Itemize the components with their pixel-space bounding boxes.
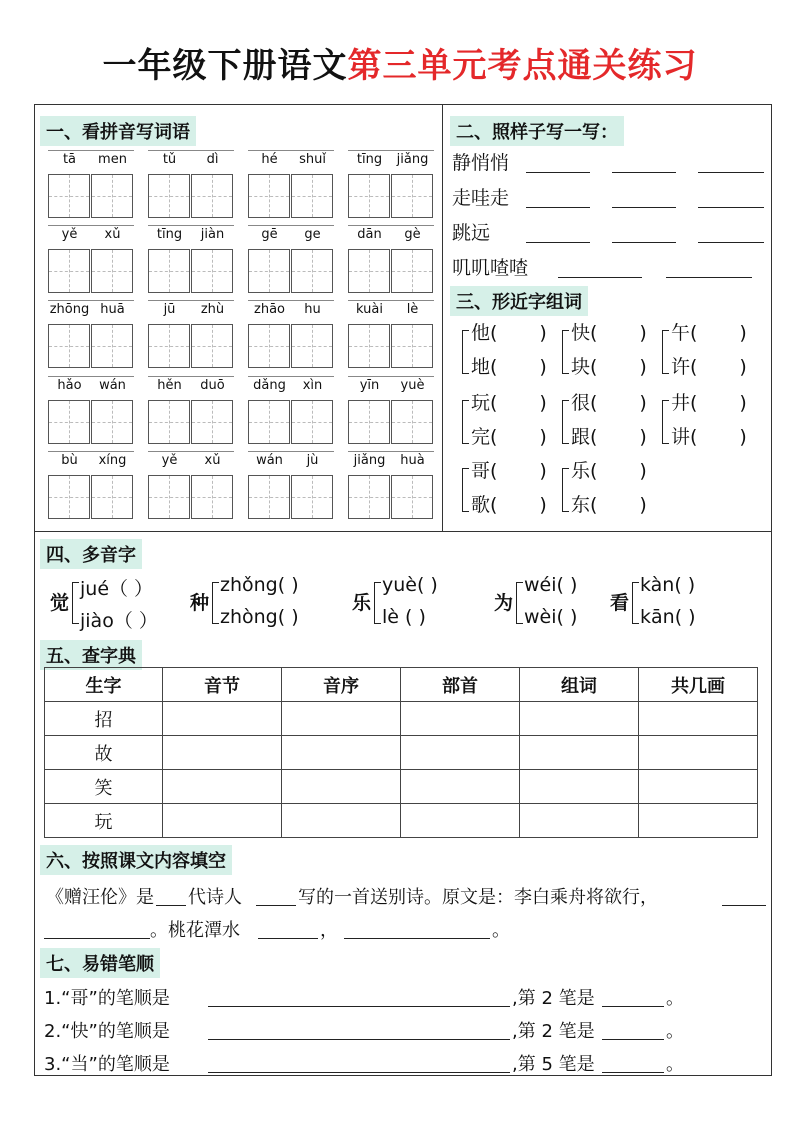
- pinyin-syllable: bù: [61, 453, 78, 468]
- pair-char: 他(: [471, 322, 498, 344]
- pinyin-cell: [148, 300, 234, 368]
- pair-char: 乐(: [571, 460, 598, 482]
- column-header: 部首: [400, 668, 519, 702]
- blank-line[interactable]: [258, 938, 318, 939]
- answer-line[interactable]: [698, 207, 764, 208]
- pinyin-syllable: gè: [404, 227, 421, 242]
- pinyin-syllable: yīn: [359, 378, 380, 393]
- section-5-heading: 五、查字典: [40, 640, 142, 670]
- pinyin-cell: [48, 300, 134, 368]
- writing-box[interactable]: [91, 174, 133, 218]
- writing-box[interactable]: [191, 324, 233, 368]
- paren: ): [639, 426, 647, 448]
- example-row-4: 叽叽喳喳: [452, 257, 529, 279]
- column-header: 共几画: [638, 668, 757, 702]
- writing-box[interactable]: [148, 475, 190, 519]
- reading-2[interactable]: zhòng( ): [220, 606, 299, 628]
- answer-line[interactable]: [666, 277, 752, 278]
- polyphone-char: 乐: [352, 592, 372, 614]
- char-cell: 玩: [45, 804, 163, 838]
- pinyin-syllable: hé: [261, 152, 278, 167]
- pinyin-syllable: shuǐ: [299, 152, 326, 167]
- blank-stroke-order[interactable]: [208, 1072, 510, 1073]
- column-header: 音序: [281, 668, 400, 702]
- answer-cell[interactable]: [281, 736, 400, 770]
- writing-box[interactable]: [348, 249, 390, 293]
- pair-char: 很(: [571, 392, 598, 414]
- paren: ): [739, 392, 747, 414]
- bracket: [72, 582, 79, 624]
- pinyin-cell: [48, 225, 134, 293]
- paren: ): [739, 356, 747, 378]
- writing-box[interactable]: [348, 324, 390, 368]
- writing-box[interactable]: [391, 400, 433, 444]
- stroke-question-b: ,第 5 笔是: [512, 1054, 595, 1075]
- pinyin-syllable: jiǎng: [396, 152, 429, 167]
- pair-char: 许(: [671, 356, 698, 378]
- writing-box[interactable]: [91, 249, 133, 293]
- answer-cell[interactable]: [163, 736, 282, 770]
- writing-box[interactable]: [348, 400, 390, 444]
- writing-box[interactable]: [291, 324, 333, 368]
- polyphone-char: 觉: [50, 592, 70, 614]
- example-row-1: 静悄悄: [452, 152, 510, 174]
- writing-box[interactable]: [348, 174, 390, 218]
- blank-dynasty[interactable]: [156, 905, 186, 906]
- answer-cell[interactable]: [638, 702, 757, 736]
- answer-line[interactable]: [698, 172, 764, 173]
- char-cell: 故: [45, 736, 163, 770]
- pinyin-cell: [248, 376, 334, 444]
- writing-box[interactable]: [91, 475, 133, 519]
- reading-1[interactable]: yuè( ): [382, 574, 438, 596]
- paren: ): [739, 426, 747, 448]
- writing-box[interactable]: [148, 400, 190, 444]
- writing-box[interactable]: [291, 400, 333, 444]
- pinyin-syllable: xíng: [98, 453, 127, 468]
- writing-box[interactable]: [248, 324, 290, 368]
- answer-cell[interactable]: [281, 770, 400, 804]
- answer-line[interactable]: [526, 207, 590, 208]
- pinyin-syllable: jù: [306, 453, 319, 468]
- pinyin-syllable: tīng: [156, 227, 183, 242]
- pinyin-syllable: yě: [61, 227, 78, 242]
- pinyin-syllable: ge: [304, 227, 321, 242]
- pinyin-cell: [248, 150, 334, 218]
- answer-line[interactable]: [698, 242, 764, 243]
- section-6-heading: 六、按照课文内容填空: [40, 845, 232, 875]
- poem-line-2c: 。: [492, 920, 510, 941]
- writing-box[interactable]: [248, 249, 290, 293]
- writing-box[interactable]: [248, 174, 290, 218]
- bracket: [662, 330, 669, 374]
- pinyin-cell: [248, 451, 334, 519]
- writing-box[interactable]: [191, 400, 233, 444]
- char-pair: [562, 388, 662, 458]
- pinyin-syllable: gē: [261, 227, 278, 242]
- pair-char: 午(: [671, 322, 698, 344]
- pinyin-syllable: jū: [163, 302, 176, 317]
- pair-char: 完(: [471, 426, 498, 448]
- reading-1[interactable]: kàn( ): [640, 574, 696, 596]
- pinyin-syllable: wán: [256, 453, 283, 468]
- section-2-heading: 二、照样子写一写：: [450, 116, 624, 146]
- answer-line[interactable]: [526, 242, 590, 243]
- blank-poet[interactable]: [256, 905, 296, 906]
- pinyin-syllable: yě: [161, 453, 178, 468]
- pinyin-cell: [148, 225, 234, 293]
- writing-box[interactable]: [248, 400, 290, 444]
- period: 。: [666, 1054, 684, 1075]
- pair-char: 地(: [471, 356, 498, 378]
- pinyin-syllable: kuài: [356, 302, 383, 317]
- writing-box[interactable]: [148, 324, 190, 368]
- writing-box[interactable]: [291, 174, 333, 218]
- title-part1: 一年级下册语文: [102, 46, 348, 86]
- reading-2[interactable]: lè ( ): [382, 606, 426, 628]
- pinyin-cell: [348, 150, 434, 218]
- paren: ): [639, 460, 647, 482]
- pinyin-syllable: tā: [62, 152, 77, 167]
- pinyin-syllable: lè: [406, 302, 419, 317]
- bracket: [632, 582, 639, 624]
- writing-box[interactable]: [391, 249, 433, 293]
- pinyin-cell: [148, 150, 234, 218]
- pinyin-syllable: zhōng: [49, 302, 90, 317]
- pinyin-cell: [48, 451, 134, 519]
- polyphone-char: 看: [610, 592, 630, 614]
- blank-line[interactable]: [44, 938, 150, 939]
- pinyin-syllable: wán: [99, 378, 126, 393]
- char-pair: [462, 318, 562, 388]
- stroke-question: 3.“当”的笔顺是: [44, 1054, 170, 1075]
- writing-box[interactable]: [148, 249, 190, 293]
- example-row-3: 跳远: [452, 222, 491, 244]
- answer-cell[interactable]: [519, 702, 638, 736]
- blank-line[interactable]: [722, 905, 766, 906]
- writing-box[interactable]: [91, 400, 133, 444]
- title-part2: 第三单元考点通关练习: [347, 46, 698, 86]
- period: 。: [666, 988, 684, 1009]
- answer-cell[interactable]: [519, 804, 638, 838]
- pinyin-syllable: huā: [100, 302, 125, 317]
- answer-cell[interactable]: [163, 804, 282, 838]
- bracket: [516, 582, 523, 624]
- poem-line-2a: 。桃花潭水: [150, 920, 240, 941]
- writing-box[interactable]: [148, 174, 190, 218]
- pinyin-syllable: jiàn: [200, 227, 225, 242]
- pinyin-syllable: dì: [206, 152, 219, 167]
- reading-2[interactable]: kān( ): [640, 606, 696, 628]
- pinyin-syllable: tǔ: [162, 152, 177, 167]
- section-3-heading: 三、形近字组词: [450, 286, 588, 316]
- answer-cell[interactable]: [281, 804, 400, 838]
- table-row: [45, 770, 758, 804]
- answer-cell[interactable]: [400, 702, 519, 736]
- char-pair: [462, 388, 562, 458]
- pinyin-syllable: duō: [200, 378, 225, 393]
- period: 。: [666, 1021, 684, 1042]
- paren: ): [539, 460, 547, 482]
- pinyin-syllable: hu: [304, 302, 321, 317]
- pinyin-syllable: xǔ: [204, 453, 221, 468]
- pinyin-syllable: men: [98, 152, 127, 167]
- answer-line[interactable]: [526, 172, 590, 173]
- reading-1[interactable]: wéi( ): [524, 574, 578, 596]
- pinyin-syllable: zhāo: [254, 302, 285, 317]
- pinyin-syllable: hǎo: [57, 378, 82, 393]
- poem-line-1c: 写的一首送别诗。原文是：李白乘舟将欲行，: [298, 887, 658, 908]
- answer-cell[interactable]: [163, 770, 282, 804]
- divider-horizontal: [34, 531, 772, 532]
- stroke-question: 2.“快”的笔顺是: [44, 1021, 170, 1042]
- example-row-2: 走哇走: [452, 187, 510, 209]
- pinyin-cell: [248, 225, 334, 293]
- paren: ): [639, 356, 647, 378]
- char-pair: [662, 388, 762, 458]
- pinyin-syllable: tīng: [356, 152, 383, 167]
- writing-box[interactable]: [391, 324, 433, 368]
- pair-char: 快(: [571, 322, 598, 344]
- column-header: 组词: [519, 668, 638, 702]
- polyphone-char: 种: [190, 592, 210, 614]
- answer-cell[interactable]: [638, 736, 757, 770]
- answer-cell[interactable]: [281, 702, 400, 736]
- paren: ): [639, 392, 647, 414]
- answer-cell[interactable]: [400, 770, 519, 804]
- writing-box[interactable]: [48, 400, 90, 444]
- blank-line[interactable]: [344, 938, 490, 939]
- writing-box[interactable]: [91, 324, 133, 368]
- blank-stroke-order[interactable]: [208, 1039, 510, 1040]
- pinyin-syllable: dān: [357, 227, 382, 242]
- column-header: 音节: [163, 668, 282, 702]
- pinyin-cell: [348, 376, 434, 444]
- answer-cell[interactable]: [638, 804, 757, 838]
- writing-box[interactable]: [48, 249, 90, 293]
- pinyin-cell: [248, 300, 334, 368]
- section-1-heading: 一、看拼音写词语: [40, 116, 196, 146]
- paren: ): [539, 494, 547, 516]
- answer-line[interactable]: [558, 277, 642, 278]
- answer-cell[interactable]: [163, 702, 282, 736]
- paren: ): [739, 322, 747, 344]
- pinyin-syllable: hěn: [157, 378, 182, 393]
- reading-2[interactable]: jiào（ ）: [80, 610, 158, 632]
- poem-line-1b: 代诗人: [188, 887, 242, 908]
- pair-char: 井(: [671, 392, 698, 414]
- char-pair: [662, 318, 762, 388]
- pair-char: 玩(: [471, 392, 498, 414]
- bracket: [562, 400, 569, 444]
- bracket: [662, 400, 669, 444]
- pinyin-cell: [48, 376, 134, 444]
- char-cell: 招: [45, 702, 163, 736]
- dictionary-table: [44, 667, 758, 838]
- bracket: [462, 400, 469, 444]
- paren: ): [639, 322, 647, 344]
- answer-cell[interactable]: [400, 804, 519, 838]
- bracket: [462, 330, 469, 374]
- answer-line[interactable]: [612, 242, 676, 243]
- paren: ): [539, 356, 547, 378]
- writing-box[interactable]: [191, 249, 233, 293]
- pair-char: 哥(: [471, 460, 498, 482]
- pair-char: 东(: [571, 494, 598, 516]
- pair-char: 块(: [571, 356, 598, 378]
- bracket: [374, 582, 381, 624]
- pinyin-cell: [148, 376, 234, 444]
- bracket: [562, 330, 569, 374]
- answer-line[interactable]: [612, 207, 676, 208]
- divider-vertical: [442, 104, 443, 532]
- paren: ): [539, 426, 547, 448]
- pinyin-cell: [348, 451, 434, 519]
- answer-cell[interactable]: [400, 736, 519, 770]
- pinyin-syllable: zhù: [200, 302, 225, 317]
- bracket: [462, 468, 469, 512]
- column-header: 生字: [45, 668, 163, 702]
- table-row: [45, 702, 758, 736]
- paren: ): [639, 494, 647, 516]
- paren: ): [539, 392, 547, 414]
- pinyin-cell: [148, 451, 234, 519]
- writing-box[interactable]: [348, 475, 390, 519]
- page-title: [0, 38, 800, 87]
- paren: ): [539, 322, 547, 344]
- blank-stroke[interactable]: [602, 1039, 664, 1040]
- section-7-heading: 七、易错笔顺: [40, 948, 160, 978]
- answer-cell[interactable]: [519, 770, 638, 804]
- answer-line[interactable]: [612, 172, 676, 173]
- bracket: [212, 582, 219, 624]
- pair-char: 跟(: [571, 426, 598, 448]
- stroke-question-b: ,第 2 笔是: [512, 1021, 595, 1042]
- pinyin-cell: [348, 225, 434, 293]
- writing-box[interactable]: [391, 475, 433, 519]
- polyphone-char: 为: [494, 592, 514, 614]
- bracket: [562, 468, 569, 512]
- answer-cell[interactable]: [519, 736, 638, 770]
- table-row: [45, 736, 758, 770]
- poem-line-2b: ，: [320, 920, 338, 941]
- reading-2[interactable]: wèi( ): [524, 606, 578, 628]
- writing-box[interactable]: [191, 475, 233, 519]
- reading-1[interactable]: zhǒng( ): [220, 574, 299, 596]
- pinyin-syllable: xǔ: [104, 227, 121, 242]
- writing-box[interactable]: [48, 174, 90, 218]
- writing-box[interactable]: [291, 475, 333, 519]
- writing-box[interactable]: [48, 324, 90, 368]
- blank-stroke-order[interactable]: [208, 1006, 510, 1007]
- pinyin-syllable: dǎng: [253, 378, 286, 393]
- reading-1[interactable]: jué（ ）: [80, 578, 154, 600]
- char-pair: [562, 456, 662, 526]
- writing-box[interactable]: [248, 475, 290, 519]
- blank-stroke[interactable]: [602, 1006, 664, 1007]
- char-pair: [562, 318, 662, 388]
- pinyin-syllable: yuè: [400, 378, 425, 393]
- char-pair: [462, 456, 562, 526]
- writing-box[interactable]: [48, 475, 90, 519]
- poem-line-1a: 《赠汪伦》是: [46, 887, 154, 908]
- pair-char: 歌(: [471, 494, 498, 516]
- pinyin-cell: [348, 300, 434, 368]
- section-4-heading: 四、多音字: [40, 539, 142, 569]
- table-row: [45, 804, 758, 838]
- pair-char: 讲(: [671, 426, 698, 448]
- pinyin-cell: [48, 150, 134, 218]
- pinyin-syllable: xìn: [302, 378, 323, 393]
- writing-box[interactable]: [191, 174, 233, 218]
- blank-stroke[interactable]: [602, 1072, 664, 1073]
- char-cell: 笑: [45, 770, 163, 804]
- writing-box[interactable]: [391, 174, 433, 218]
- stroke-question: 1.“哥”的笔顺是: [44, 988, 170, 1009]
- writing-box[interactable]: [291, 249, 333, 293]
- stroke-question-b: ,第 2 笔是: [512, 988, 595, 1009]
- pinyin-syllable: huà: [400, 453, 425, 468]
- answer-cell[interactable]: [638, 770, 757, 804]
- pinyin-syllable: jiǎng: [353, 453, 386, 468]
